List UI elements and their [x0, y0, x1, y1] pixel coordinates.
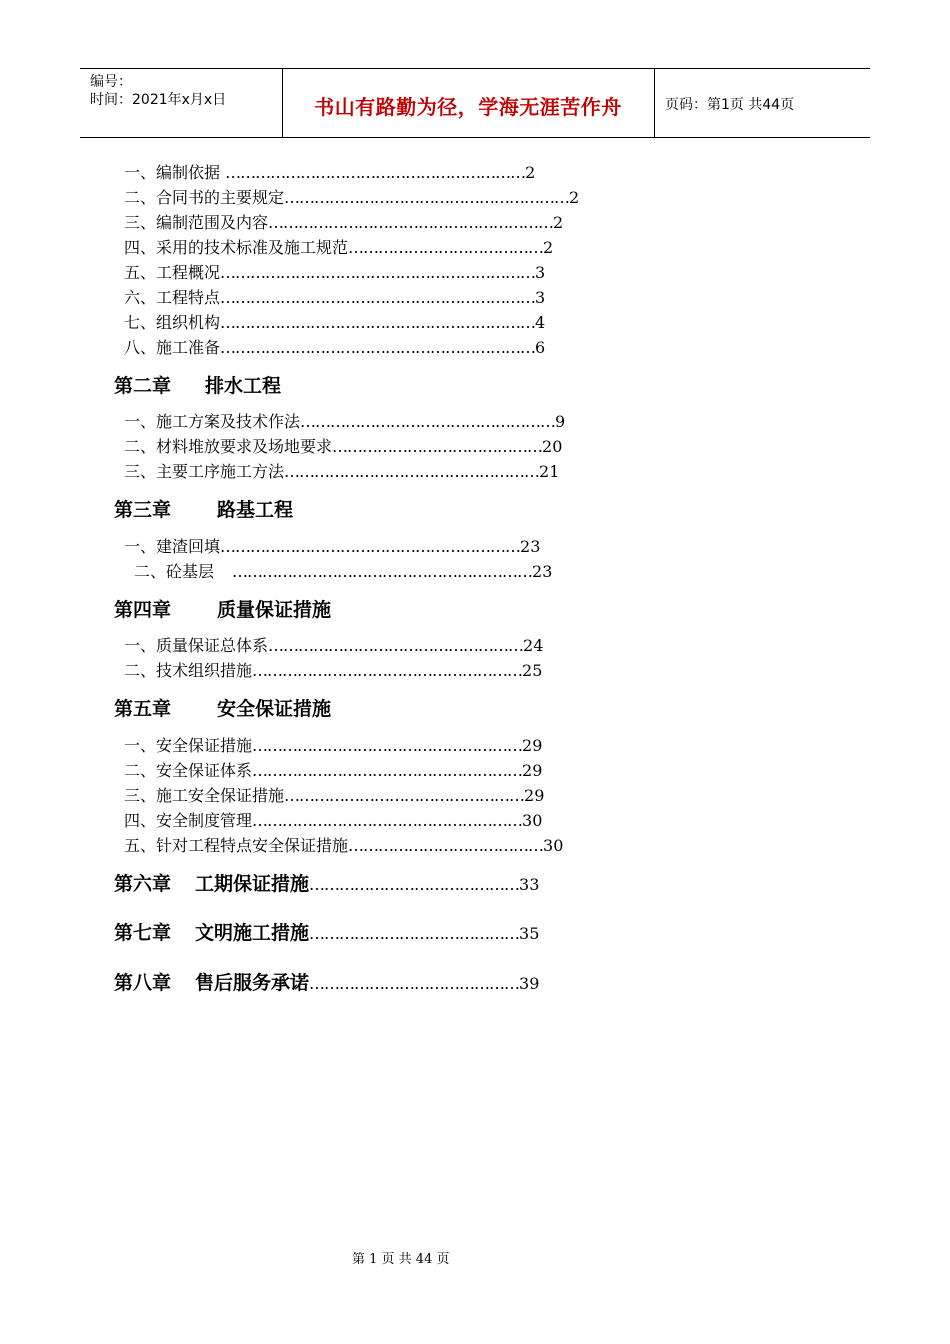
toc-entry-dots: ……………………………………………… — [252, 761, 523, 780]
toc-entry-label: 三、编制范围及内容 — [124, 213, 269, 232]
chapter-number: 第三章 — [114, 499, 172, 521]
toc-entry-page: 25 — [522, 661, 543, 680]
toc-entry-dots: ………………………………………………… — [284, 188, 570, 207]
toc-entry[interactable] — [124, 836, 563, 856]
toc-entry-page: 21 — [539, 462, 560, 481]
toc-entry-label: 一、施工方案及技术作法 — [124, 412, 301, 431]
toc-entry-dots: …………………………………… — [332, 437, 543, 456]
toc-entry-page: 29 — [522, 736, 543, 755]
chapter-number: 第七章 — [114, 922, 172, 944]
toc-entry-page: 3 — [535, 288, 546, 307]
header-right-cell — [655, 69, 870, 137]
toc-entry[interactable] — [124, 412, 565, 432]
toc-entry[interactable] — [124, 736, 542, 756]
toc-entry-dots: …………………………………………………… — [220, 537, 521, 556]
toc-entry-dots: ………………………………………… — [284, 786, 525, 805]
chapter-number: 第二章 — [114, 375, 172, 397]
toc-entry-label: 四、采用的技术标准及施工规范 — [124, 238, 349, 257]
toc-entry-dots: …………………………………… — [309, 924, 520, 943]
toc-entry-dots: ……………………………………………………… — [220, 313, 536, 332]
toc-entry-page: 4 — [535, 313, 546, 332]
chapter-heading[interactable] — [114, 498, 293, 522]
toc-entry[interactable] — [124, 537, 540, 557]
toc-entry-dots: ……………………………………………………… — [220, 338, 536, 357]
toc-entry-label: 七、组织机构 — [124, 313, 221, 332]
toc-entry-page: 29 — [522, 761, 543, 780]
toc-entry-label: 二、砼基层 — [134, 562, 215, 581]
toc-entry-page: 6 — [535, 338, 546, 357]
toc-entry-label: 一、安全保证措施 — [124, 736, 253, 755]
toc-entry[interactable] — [124, 263, 545, 283]
toc-entry-page: 30 — [543, 836, 564, 855]
toc-entry-page: 23 — [532, 562, 553, 581]
header-motto: 书山有路勤为径，学海无涯苦作舟 — [314, 95, 622, 119]
chapter-heading[interactable] — [114, 598, 331, 622]
toc-entry[interactable] — [124, 213, 563, 233]
toc-entry-label: 三、主要工序施工方法 — [124, 462, 285, 481]
toc-entry-dots: ……………………………………………………… — [220, 263, 536, 282]
toc-entry-dots: ……………………………………………… — [252, 661, 523, 680]
toc-entry-label: 二、安全保证体系 — [124, 761, 253, 780]
chapter-title: 工期保证措施 — [195, 873, 310, 895]
toc-entry-page: 20 — [542, 437, 563, 456]
toc-entry-dots: ………………………………………………… — [268, 213, 554, 232]
toc-entry-dots: ……………………………………………… — [252, 736, 523, 755]
toc-entry-dots: …………………………………………… — [284, 462, 540, 481]
toc-entry-label: 六、工程特点 — [124, 288, 221, 307]
toc-entry-page: 2 — [525, 163, 536, 182]
header-page-info: 页码：第1页 共44页 — [665, 97, 795, 113]
chapter-title: 文明施工措施 — [195, 922, 310, 944]
toc-entry-label: 二、材料堆放要求及场地要求 — [124, 437, 333, 456]
chapter-title: 安全保证措施 — [217, 698, 332, 720]
toc-entry-label: 八、施工准备 — [124, 338, 221, 357]
toc-entry-label: 五、工程概况 — [124, 263, 221, 282]
toc-entry-dots: …………………………………… — [309, 974, 520, 993]
toc-entry-dots: …………………………………………… — [300, 412, 556, 431]
page-footer: 第 1 页 共 44 页 — [352, 1252, 450, 1267]
toc-entry-label: 三、施工安全保证措施 — [124, 786, 285, 805]
toc-entry[interactable] — [124, 188, 579, 208]
header-center-cell — [282, 69, 655, 137]
toc-entry-page: 30 — [522, 811, 543, 830]
toc-entry-label: 一、质量保证总体系 — [124, 636, 269, 655]
toc-entry-page: 33 — [519, 875, 540, 894]
toc-entry-label: 一、建渣回填 — [124, 537, 221, 556]
toc-entry-label: 二、合同书的主要规定 — [124, 188, 285, 207]
toc-entry[interactable] — [124, 313, 545, 333]
toc-entry-label: 一、编制依据 — [124, 163, 226, 182]
chapter-heading[interactable] — [114, 921, 539, 946]
toc-entry-page: 24 — [523, 636, 544, 655]
toc-entry-label: 二、技术组织措施 — [124, 661, 253, 680]
toc-entry-label: 四、安全制度管理 — [124, 811, 253, 830]
toc-entry-label: 五、针对工程特点安全保证措施 — [124, 836, 349, 855]
toc-entry-dots: …………………………………… — [309, 875, 520, 894]
toc-entry[interactable] — [124, 288, 545, 308]
chapter-heading[interactable] — [114, 374, 281, 398]
toc-entry-dots: …………………………………………… — [268, 636, 524, 655]
toc-entry-page: 9 — [555, 412, 566, 431]
doc-number-label: 编号： — [90, 74, 132, 90]
toc-entry-page: 3 — [535, 263, 546, 282]
toc-entry[interactable] — [124, 786, 544, 806]
toc-entry-page: 35 — [519, 924, 540, 943]
chapter-title: 售后服务承诺 — [195, 972, 310, 994]
toc-entry-dots: …………………………………………………… — [232, 562, 533, 581]
toc-entry-page: 2 — [553, 213, 564, 232]
chapter-number: 第五章 — [114, 698, 172, 720]
toc-entry[interactable] — [124, 661, 542, 681]
header-left-cell — [80, 69, 283, 137]
toc-entry[interactable] — [124, 238, 553, 258]
toc-entry[interactable] — [124, 811, 542, 831]
toc-entry[interactable] — [124, 437, 562, 457]
chapter-title: 质量保证措施 — [217, 599, 332, 621]
chapter-number: 第四章 — [114, 599, 172, 621]
toc-entry-dots: ………………………………… — [348, 836, 544, 855]
page-header — [80, 68, 870, 138]
toc-entry[interactable] — [124, 761, 542, 781]
toc-entry-dots: …………………………………………………… — [225, 163, 526, 182]
toc-entry-page: 23 — [520, 537, 541, 556]
chapter-number: 第六章 — [114, 873, 172, 895]
chapter-title: 路基工程 — [217, 499, 294, 521]
toc-entry[interactable] — [134, 562, 552, 582]
toc-entry-page: 29 — [524, 786, 545, 805]
toc-entry-dots: ……………………………………………… — [252, 811, 523, 830]
toc-entry-page: 2 — [569, 188, 580, 207]
toc-entry-dots: ………………………………… — [348, 238, 544, 257]
toc-entry[interactable] — [124, 462, 559, 482]
time-label: 时间：2021年x月x日 — [90, 92, 227, 108]
toc-entry[interactable] — [124, 163, 535, 183]
toc-entry[interactable] — [124, 636, 543, 656]
toc-entry[interactable] — [124, 338, 545, 358]
chapter-number: 第八章 — [114, 972, 172, 994]
toc-entry-page: 2 — [543, 238, 554, 257]
chapter-heading[interactable] — [114, 872, 539, 897]
toc-entry-page: 39 — [519, 974, 540, 993]
chapter-heading[interactable] — [114, 697, 331, 721]
chapter-title: 排水工程 — [205, 375, 282, 397]
toc-entry-dots: ……………………………………………………… — [220, 288, 536, 307]
chapter-heading[interactable] — [114, 971, 539, 996]
